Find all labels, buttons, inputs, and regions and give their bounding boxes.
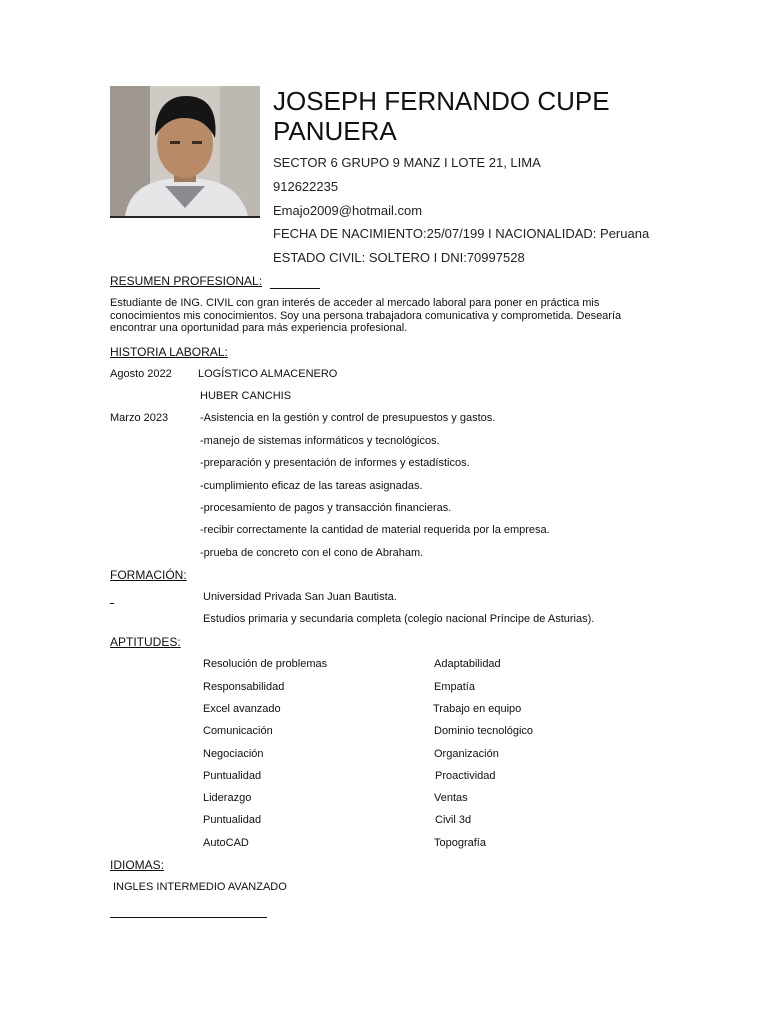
- education-bullet-dash: [110, 603, 114, 604]
- skill-left: Comunicación: [203, 725, 273, 737]
- work-end-date: Marzo 2023: [110, 412, 169, 424]
- work-heading: HISTORIA LABORAL:: [110, 345, 228, 359]
- work-title: LOGÍSTICO ALMACENERO: [198, 368, 338, 380]
- summary-text: Estudiante de ING. CIVIL con gran interés de acceder al mercado laboral para poner en práctica mis conocimientos mis conocimientos. Soy una persona trabajadora comunicativa y comprometida. Desearía encontrar una oportunidad para más experiencia profesional.: [110, 297, 622, 334]
- work-duty: -Asistencia en la gestión y control de presupuestos y gastos.: [200, 412, 496, 424]
- skill-right: Ventas: [434, 792, 468, 804]
- skill-right: Organización: [434, 748, 499, 760]
- skill-left: Puntualidad: [203, 814, 262, 826]
- summary-heading-rule: [270, 288, 320, 289]
- work-company: HUBER CANCHIS: [200, 390, 292, 402]
- skill-right: Trabajo en equipo: [433, 703, 522, 715]
- work-duty: -prueba de concreto con el cono de Abraham.: [200, 547, 424, 559]
- birth-nationality: FECHA DE NACIMIENTO:25/07/199 I NACIONALIDAD: Peruana: [273, 226, 650, 241]
- work-duty: -procesamiento de pagos y transacción financieras.: [200, 502, 452, 514]
- email: Emajo2009@hotmail.com: [273, 203, 423, 218]
- skill-left: Resolución de problemas: [203, 658, 328, 670]
- candidate-name: JOSEPH FERNANDO CUPE PANUERA: [273, 86, 610, 146]
- civil-status: ESTADO CIVIL: SOLTERO I DNI:70997528: [273, 250, 525, 265]
- work-duty: -manejo de sistemas informáticos y tecnológicos.: [200, 435, 440, 447]
- skill-left: Responsabilidad: [203, 681, 285, 693]
- languages-heading: IDIOMAS:: [110, 858, 165, 872]
- work-start-date: Agosto 2022: [110, 368, 172, 380]
- skill-right: Proactividad: [435, 770, 496, 782]
- summary-heading: RESUMEN PROFESIONAL:: [110, 274, 263, 288]
- skill-left: AutoCAD: [203, 837, 249, 849]
- work-duty: -recibir correctamente la cantidad de material requerida por la empresa.: [200, 524, 550, 536]
- skill-left: Liderazgo: [203, 792, 252, 804]
- skill-right: Empatía: [434, 681, 475, 693]
- skill-left: Excel avanzado: [203, 703, 281, 715]
- education-item: Estudios primaria y secundaria completa (colegio nacional Príncipe de Asturias).: [203, 613, 595, 625]
- skills-heading: APTITUDES:: [110, 635, 181, 649]
- address: SECTOR 6 GRUPO 9 MANZ I LOTE 21, LIMA: [273, 155, 541, 170]
- footer-rule: [110, 917, 267, 918]
- skill-right: Adaptabilidad: [434, 658, 501, 670]
- skill-right: Civil 3d: [435, 814, 472, 826]
- language-item: INGLES INTERMEDIO AVANZADO: [113, 881, 287, 893]
- education-item: Universidad Privada San Juan Bautista.: [203, 591, 397, 603]
- education-heading: FORMACIÓN:: [110, 568, 187, 582]
- skill-left: Negociación: [203, 748, 264, 760]
- skill-right: Topografía: [434, 837, 486, 849]
- work-duty: -cumplimiento eficaz de las tareas asignadas.: [200, 480, 423, 492]
- skill-left: Puntualidad: [203, 770, 262, 782]
- profile-photo: [110, 86, 260, 218]
- skill-right: Dominio tecnológico: [434, 725, 534, 737]
- phone: 912622235: [273, 179, 339, 194]
- work-duty: -preparación y presentación de informes y estadísticos.: [200, 457, 470, 469]
